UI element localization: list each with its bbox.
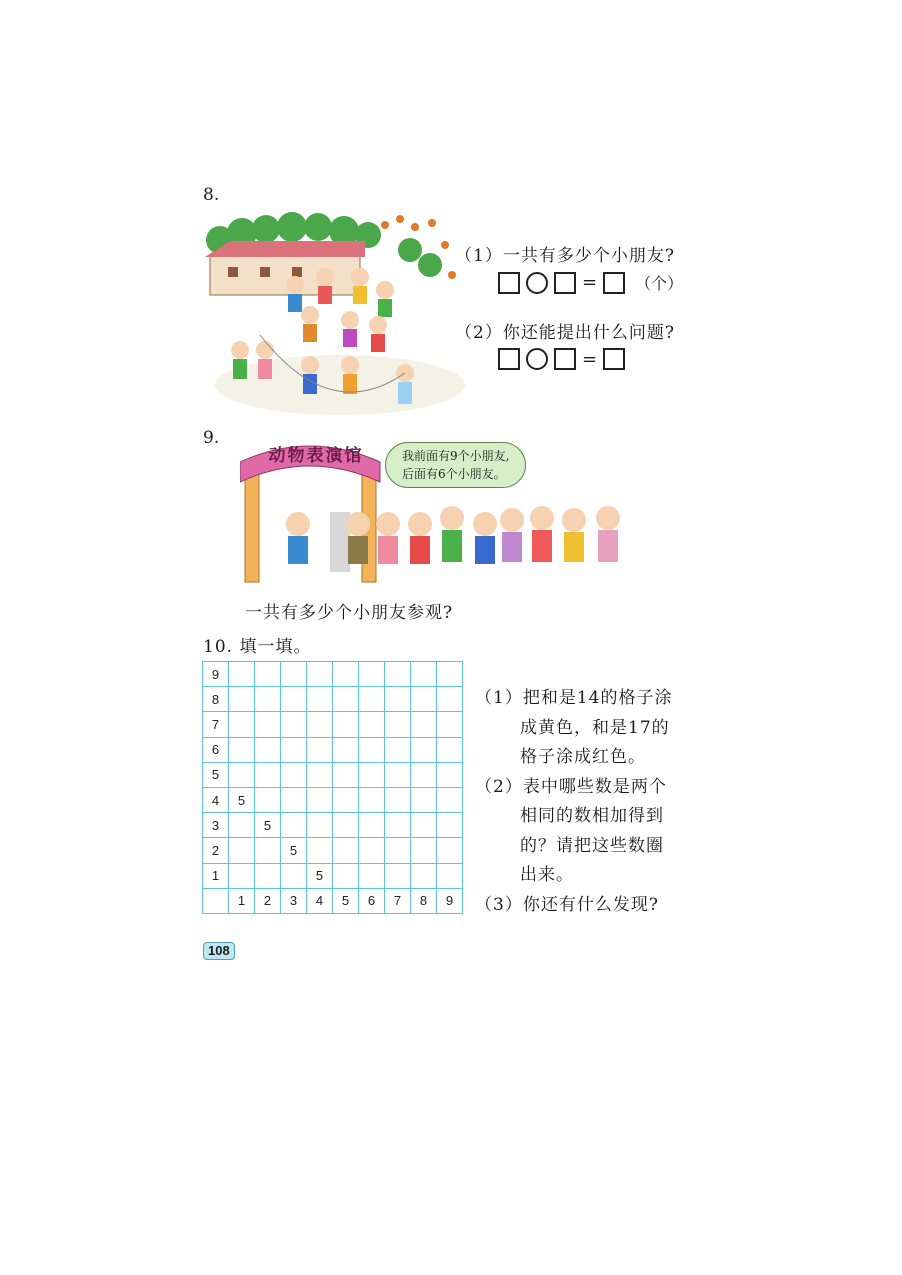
- grid-header-cell: 4: [307, 888, 333, 913]
- grid-row: [203, 737, 463, 762]
- grid-header-cell: 9: [203, 662, 229, 687]
- grid-cell[interactable]: [359, 737, 385, 762]
- addition-grid: [202, 661, 463, 914]
- bubble-line-2: 后面有6个小朋友。: [402, 467, 506, 481]
- answer-box[interactable]: [603, 272, 625, 294]
- grid-row: [203, 662, 463, 687]
- grid-cell[interactable]: [229, 863, 255, 888]
- grid-cell[interactable]: [333, 863, 359, 888]
- grid-cell[interactable]: [281, 662, 307, 687]
- grid-cell[interactable]: [307, 662, 333, 687]
- page-number: 108: [203, 942, 235, 960]
- grid-cell[interactable]: [281, 813, 307, 838]
- question-9-number: 9.: [203, 428, 220, 448]
- grid-header-cell: 9: [437, 888, 463, 913]
- grid-cell[interactable]: [359, 863, 385, 888]
- grid-header-cell: 3: [281, 888, 307, 913]
- instruction-line: 成黄色，和是17的: [520, 717, 670, 738]
- instruction-line: 出来。: [520, 865, 574, 885]
- grid-cell[interactable]: [437, 662, 463, 687]
- grid-header-cell: [203, 888, 229, 913]
- grid-header-cell: 3: [203, 813, 229, 838]
- instruction-line: 相同的数相加得到: [520, 806, 664, 826]
- grid-cell[interactable]: [359, 762, 385, 787]
- grid-row: [203, 712, 463, 737]
- grid-row: [203, 813, 463, 838]
- grid-cell[interactable]: [411, 813, 437, 838]
- children-playing-illustration: [200, 205, 465, 425]
- gate-sign: 动物表演馆: [268, 446, 364, 466]
- question-8-number: 8.: [203, 185, 220, 205]
- grid-cell[interactable]: 5: [255, 813, 281, 838]
- grid-header-cell: 8: [203, 687, 229, 712]
- grid-cell[interactable]: [255, 687, 281, 712]
- grid-cell[interactable]: [333, 737, 359, 762]
- grid-cell[interactable]: [437, 787, 463, 812]
- grid-cell[interactable]: [437, 762, 463, 787]
- bubble-line-1: 我前面有9个小朋友,: [402, 449, 510, 463]
- unit-label: （个）: [635, 274, 684, 293]
- grid-cell[interactable]: [385, 737, 411, 762]
- grid-cell[interactable]: [255, 863, 281, 888]
- grid-cell[interactable]: [385, 787, 411, 812]
- grid-cell[interactable]: [385, 863, 411, 888]
- instruction-line: 格子涂成红色。: [520, 747, 646, 767]
- grid-cell[interactable]: 5: [307, 863, 333, 888]
- grid-row: [203, 687, 463, 712]
- grid-header-cell: 7: [203, 712, 229, 737]
- grid-cell[interactable]: [281, 712, 307, 737]
- grid-cell[interactable]: [281, 737, 307, 762]
- operator-circle[interactable]: [526, 272, 548, 294]
- answer-box[interactable]: [603, 348, 625, 370]
- grid-cell[interactable]: [255, 838, 281, 863]
- grid-cell[interactable]: [385, 712, 411, 737]
- grid-cell[interactable]: [437, 838, 463, 863]
- answer-box[interactable]: [554, 348, 576, 370]
- grid-cell[interactable]: [255, 787, 281, 812]
- question-10-title: 10. 填一填。: [203, 637, 312, 657]
- grid-header-cell: 1: [203, 863, 229, 888]
- grid-cell[interactable]: [281, 687, 307, 712]
- grid-cell[interactable]: [411, 712, 437, 737]
- grid-cell[interactable]: [229, 762, 255, 787]
- grid-cell[interactable]: [437, 687, 463, 712]
- grid-cell[interactable]: [437, 737, 463, 762]
- grid-cell[interactable]: [411, 838, 437, 863]
- grid-cell[interactable]: [229, 813, 255, 838]
- instruction-line: （3）你还有什么发现?: [475, 894, 659, 915]
- grid-header-cell: 8: [411, 888, 437, 913]
- grid-cell[interactable]: [307, 787, 333, 812]
- grid-cell[interactable]: [437, 863, 463, 888]
- equals-sign: =: [582, 348, 598, 370]
- grid-cell[interactable]: [385, 838, 411, 863]
- grid-cell[interactable]: [255, 737, 281, 762]
- grid-cell[interactable]: [359, 712, 385, 737]
- grid-cell[interactable]: [437, 712, 463, 737]
- grid-cell[interactable]: [307, 712, 333, 737]
- grid-cell[interactable]: [307, 737, 333, 762]
- grid-cell[interactable]: [359, 662, 385, 687]
- speech-bubble: [385, 442, 526, 488]
- grid-row: [203, 888, 463, 913]
- grid-cell[interactable]: [411, 737, 437, 762]
- grid-cell[interactable]: [333, 662, 359, 687]
- grid-row: [203, 762, 463, 787]
- operator-circle[interactable]: [526, 348, 548, 370]
- grid-cell[interactable]: [385, 762, 411, 787]
- grid-cell[interactable]: [411, 787, 437, 812]
- grid-cell[interactable]: [333, 762, 359, 787]
- q8-part2-text: （2）你还能提出什么问题?: [455, 323, 675, 343]
- grid-cell[interactable]: [411, 662, 437, 687]
- grid-header-cell: 6: [203, 737, 229, 762]
- grid-header-cell: 1: [229, 888, 255, 913]
- grid-header-cell: 4: [203, 787, 229, 812]
- grid-cell[interactable]: [281, 787, 307, 812]
- grid-cell[interactable]: [359, 813, 385, 838]
- grid-cell[interactable]: [437, 813, 463, 838]
- grid-cell[interactable]: [333, 838, 359, 863]
- grid-cell[interactable]: [333, 687, 359, 712]
- q8-part1-text: （1）一共有多少个小朋友?: [455, 246, 675, 266]
- grid-cell[interactable]: [229, 737, 255, 762]
- grid-header-cell: 7: [385, 888, 411, 913]
- grid-header-cell: 5: [333, 888, 359, 913]
- grid-cell[interactable]: [411, 687, 437, 712]
- q8-equation-2: [498, 348, 625, 370]
- grid-cell[interactable]: [411, 762, 437, 787]
- answer-box[interactable]: [554, 272, 576, 294]
- grid-cell[interactable]: [281, 863, 307, 888]
- grid-row: [203, 863, 463, 888]
- grid-cell[interactable]: [359, 787, 385, 812]
- grid-cell[interactable]: [307, 838, 333, 863]
- q10-instructions: [475, 684, 672, 920]
- grid-cell[interactable]: [281, 762, 307, 787]
- grid-cell[interactable]: [385, 687, 411, 712]
- answer-box[interactable]: [498, 272, 520, 294]
- grid-cell[interactable]: [307, 813, 333, 838]
- grid-header-cell: 5: [203, 762, 229, 787]
- instruction-line: （1）把和是14的格子涂: [475, 688, 673, 708]
- grid-cell[interactable]: [255, 662, 281, 687]
- grid-cell[interactable]: [255, 712, 281, 737]
- instruction-line: （2）表中哪些数是两个: [475, 776, 667, 797]
- grid-cell[interactable]: [229, 687, 255, 712]
- grid-header-cell: 2: [203, 838, 229, 863]
- grid-row: [203, 838, 463, 863]
- grid-cell[interactable]: [255, 762, 281, 787]
- grid-cell[interactable]: [359, 687, 385, 712]
- grid-cell[interactable]: [229, 838, 255, 863]
- grid-cell[interactable]: [359, 838, 385, 863]
- grid-cell[interactable]: 5: [229, 787, 255, 812]
- grid-cell[interactable]: [307, 687, 333, 712]
- grid-cell[interactable]: [229, 712, 255, 737]
- answer-box[interactable]: [498, 348, 520, 370]
- grid-cell[interactable]: [229, 662, 255, 687]
- grid-cell[interactable]: [333, 787, 359, 812]
- grid-header-cell: 2: [255, 888, 281, 913]
- grid-cell[interactable]: [385, 662, 411, 687]
- grid-header-cell: 6: [359, 888, 385, 913]
- grid-cell[interactable]: [307, 762, 333, 787]
- grid-row: [203, 787, 463, 812]
- q8-equation-1: [498, 271, 683, 294]
- equals-sign: =: [582, 272, 598, 293]
- grid-cell[interactable]: [333, 813, 359, 838]
- grid-cell[interactable]: [333, 712, 359, 737]
- q9-question: 一共有多少个小朋友参观?: [245, 603, 454, 623]
- instruction-line: 的？请把这些数圈: [520, 835, 664, 856]
- grid-cell[interactable]: 5: [281, 838, 307, 863]
- grid-cell[interactable]: [411, 863, 437, 888]
- grid-cell[interactable]: [385, 813, 411, 838]
